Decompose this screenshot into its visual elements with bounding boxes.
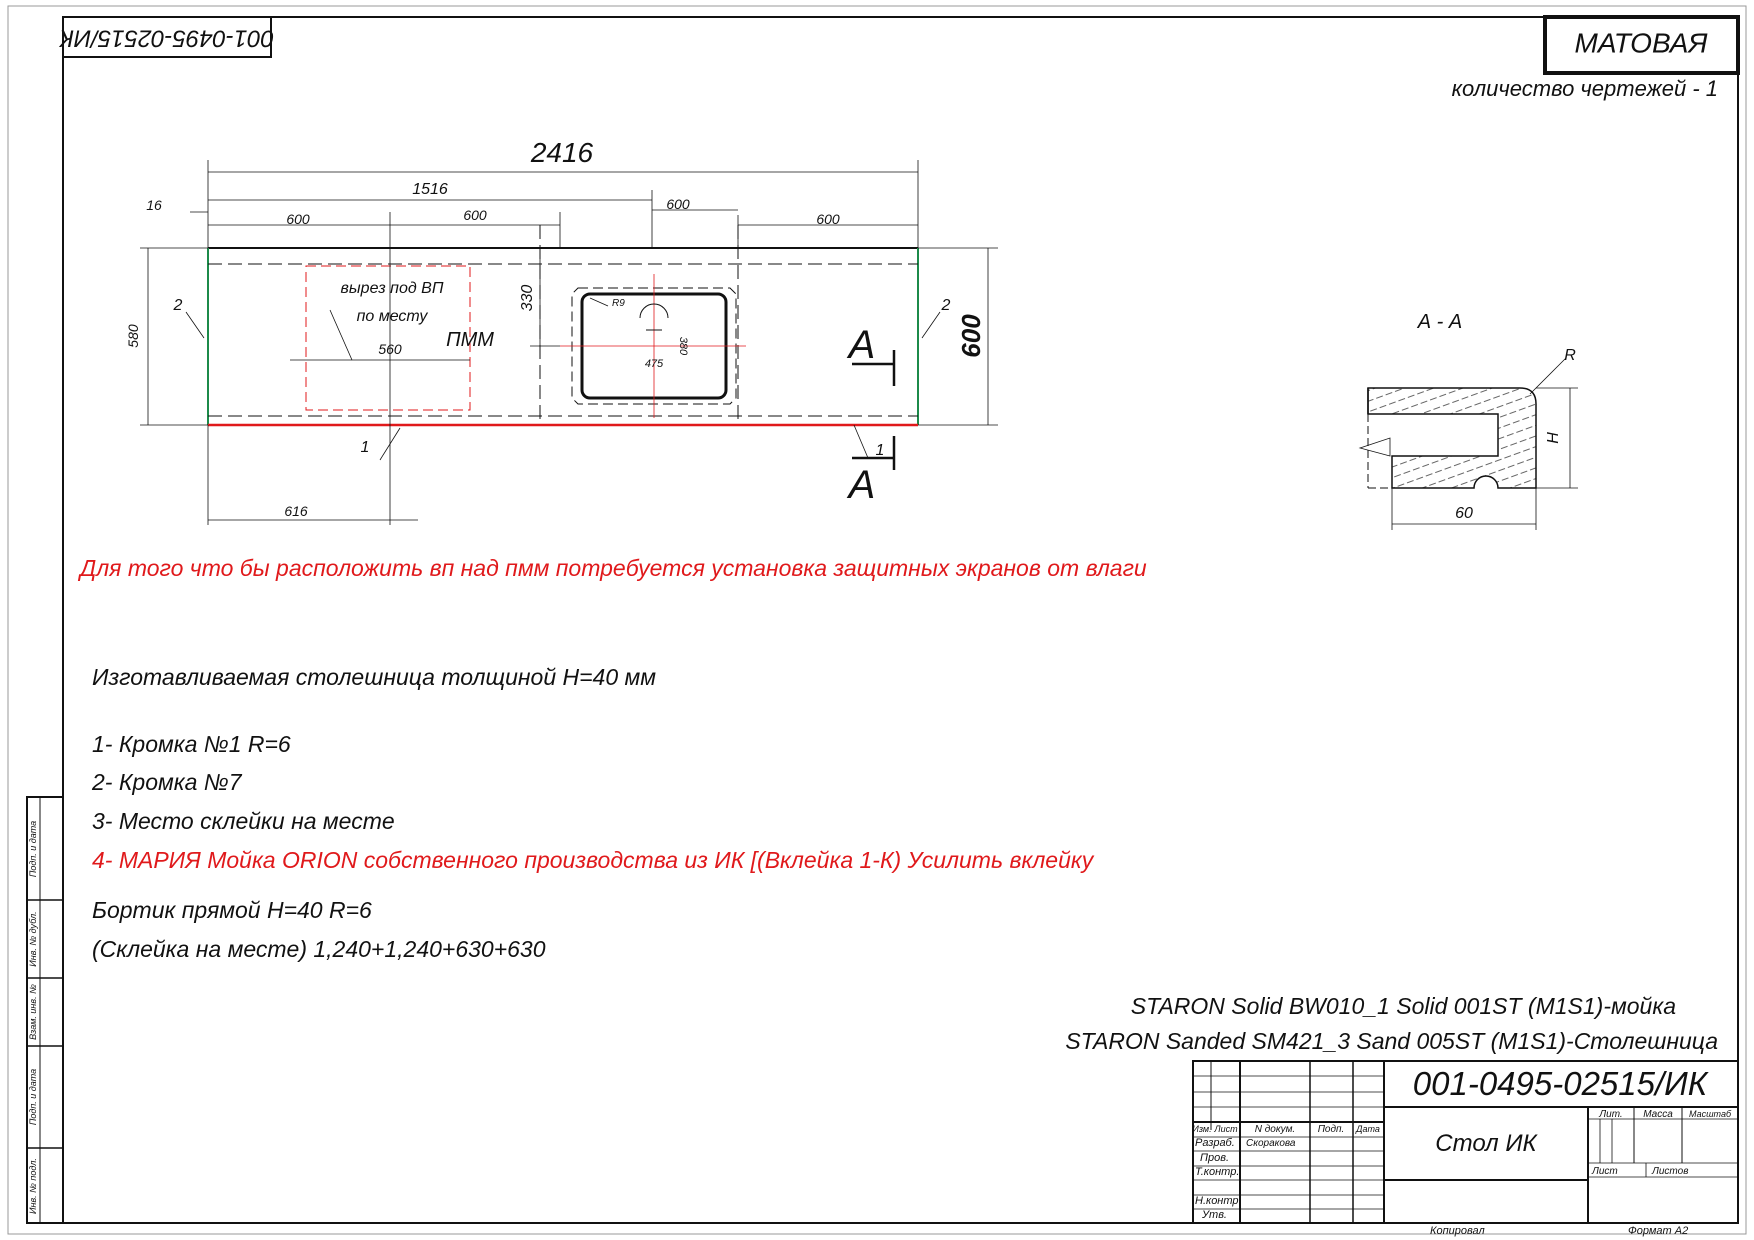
dim-380: 380 (677, 336, 689, 356)
dim-16: 16 (146, 197, 162, 213)
notes (77, 555, 1718, 1054)
side-label-4: Подп. и дата (28, 820, 38, 878)
dim-1516: 1516 (412, 181, 448, 198)
dim-600-depth: 600 (956, 314, 986, 358)
section-title: А - А (1417, 311, 1463, 333)
edge-note-4: 4- МАРИЯ Мойка ORION собственного производства из ИК [(Вклейка 1-К) Усилить вклейку (92, 847, 1094, 873)
side-label-1: Подп. и дата (28, 1068, 38, 1126)
drawings-count: количество чертежей - 1 (1451, 76, 1718, 101)
dim-616: 616 (284, 503, 308, 519)
border-note-2: (Склейка на месте) 1,240+1,240+630+630 (92, 936, 546, 962)
finish-box (1545, 17, 1738, 73)
dim-600-c: 600 (666, 196, 690, 212)
dim-330: 330 (519, 284, 536, 312)
doc-number-rotated: 001-0495-02515/ИК (59, 24, 275, 52)
leader-1-bottom: 1 (360, 439, 370, 456)
nkontr-label: Н.контр. (1195, 1195, 1242, 1207)
product-name: Стол ИК (1435, 1130, 1537, 1157)
edge-note-1: 1- Кромка №1 R=6 (92, 731, 291, 757)
doc-number: 001-0495-02515/ИК (1412, 1065, 1708, 1102)
massa-label: Масса (1643, 1109, 1673, 1120)
col-izm: Изм. (1192, 1124, 1212, 1134)
cutout-note-2: по месту (356, 308, 428, 325)
lit-label: Лит. (1599, 1109, 1623, 1120)
section-h: H (1545, 432, 1562, 444)
utv-label: Утв. (1202, 1209, 1227, 1221)
prov-label: Пров. (1200, 1152, 1230, 1164)
section-r: R (1564, 347, 1576, 364)
cutout-note-1: вырез под ВП (340, 280, 444, 297)
copied-label: Копировал (1430, 1225, 1485, 1237)
tkontr-label: Т.контр. (1195, 1166, 1240, 1178)
sheets-label: Листов (1652, 1166, 1689, 1177)
dim-r9: R9 (612, 298, 625, 309)
border-note-1: Бортик прямой Н=40 R=6 (92, 897, 372, 923)
side-label-3: Инв. № дубл. (28, 911, 38, 967)
side-label-0: Инв. № подл. (28, 1158, 38, 1214)
col-ndokum: N докум. (1254, 1124, 1296, 1135)
format-label: Формат А2 (1628, 1225, 1689, 1237)
col-podp: Подп. (1317, 1124, 1345, 1135)
masshtab-label: Масштаб (1688, 1109, 1732, 1119)
rotated-doc-number-box (58, 17, 274, 57)
edge-note-3: 3- Место склейки на месте (92, 808, 395, 834)
material-line-2: STARON Sanded SM421_3 Sand 005ST (M1S1)-Столешница (1065, 1028, 1718, 1054)
side-stamp-labels (28, 821, 38, 1214)
leader-2-right: 2 (941, 297, 951, 314)
col-data: Дата (1356, 1124, 1380, 1134)
thickness-note: Изготавливаемая столешница толщиной Н=40 мм (92, 664, 657, 690)
section-label-top: А (848, 323, 876, 367)
sheet-label: Лист (1592, 1166, 1618, 1177)
pmm-label: ПММ (446, 329, 494, 351)
warning-note: Для того что бы расположить вп над пмм потребуется установка защитных экранов от влаги (80, 555, 1147, 581)
plan-labels (125, 137, 986, 519)
dim-560: 560 (378, 341, 402, 357)
leader-2-left: 2 (173, 297, 183, 314)
leader-1-section: 1 (875, 442, 885, 459)
dim-600-b: 600 (463, 207, 487, 223)
dim-600-d: 600 (816, 211, 840, 227)
dim-580: 580 (125, 324, 141, 348)
material-line-1: STARON Solid BW010_1 Solid 001ST (M1S1)-мойка (1130, 993, 1676, 1019)
section-60: 60 (1455, 505, 1473, 522)
edge-note-2: 2- Кромка №7 (92, 769, 242, 795)
section-labels (1417, 311, 1576, 522)
razrab-label: Разраб. (1195, 1137, 1235, 1149)
finish-label: МАТОВАЯ (1574, 27, 1708, 59)
side-label-2: Взам. инв. № (28, 984, 38, 1040)
dim-475: 475 (644, 358, 664, 370)
dim-total: 2416 (530, 137, 594, 168)
col-list: Лист (1214, 1124, 1238, 1134)
section-label-bottom: А (848, 463, 876, 507)
razrab-name: Скоракова (1246, 1138, 1296, 1149)
dim-600-a: 600 (286, 211, 310, 227)
